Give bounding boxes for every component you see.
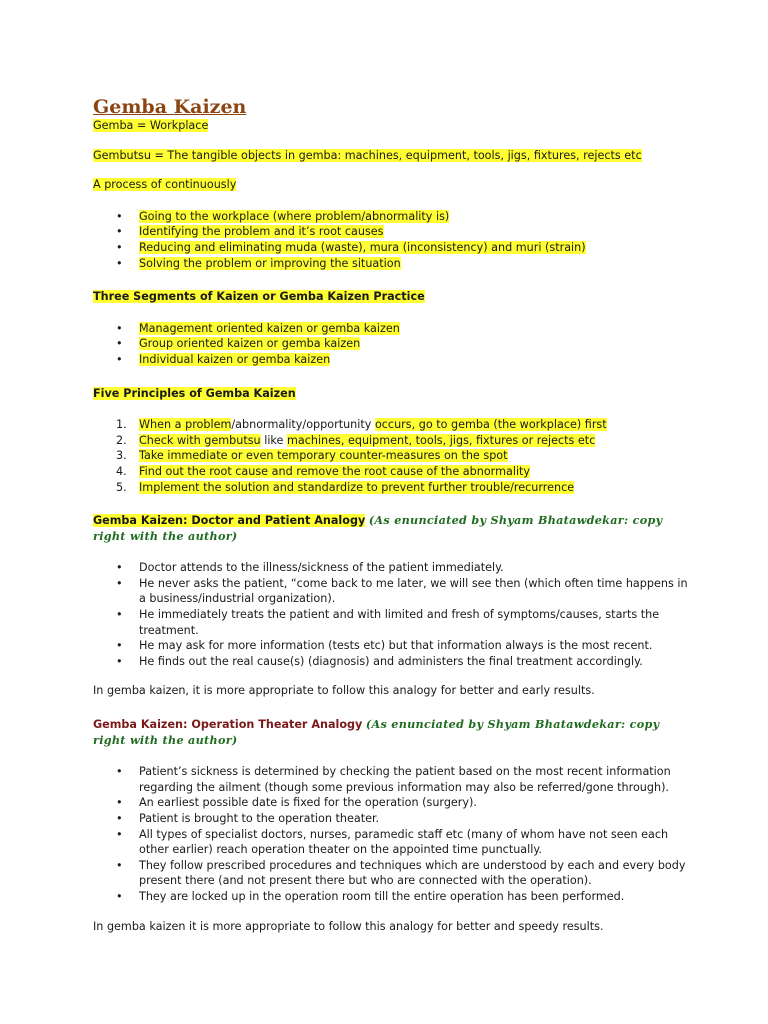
list-item: • He may ask for more information (tests etc) but that information always is the most recent. [93,638,693,654]
gembutsu-definition: Gembutsu = The tangible objects in gemba: machines, equipment, tools, jigs, fixtures, rejects etc [93,148,642,162]
list-item: • Patient is brought to the operation theater. [93,811,693,827]
list-item: 1. When a problem/abnormality/opportunity occurs, go to gemba (the workplace) first [116,418,607,432]
doctor-analogy-list [93,560,693,669]
theater-analogy-conclusion: In gemba kaizen it is more appropriate to follow this analogy for better and speedy results. [93,919,604,933]
list-item: 5. Implement the solution and standardize to prevent further trouble/recurrence [116,480,575,494]
segments-list [93,321,693,368]
list-item: 2. Check with gembutsu like machines, equipment, tools, jigs, fixtures or rejects etc [116,433,596,447]
principles-list [93,417,693,495]
list-item: • Doctor attends to the illness/sickness of the patient immediately. [93,560,693,576]
list-item: • He never asks the patient, “come back to me later, we will see then (which often time happens in a business/industrial organization). [93,576,693,607]
list-item: 3. Take immediate or even temporary counter-measures on the spot [116,449,508,463]
doctor-analogy-credit: (As enunciated by Shyam Bhatawdekar: copy right with the author) [93,513,663,543]
list-item: • Individual kaizen or gemba kaizen [93,352,693,368]
process-list [93,209,693,271]
list-item: • Management oriented kaizen or gemba kaizen [93,321,693,337]
theater-analogy-list [93,764,693,904]
theater-analogy-heading: Gemba Kaizen: Operation Theater Analogy (As enunciated by Shyam Bhatawdekar: copy right with the author) [93,717,660,747]
list-item: • Identifying the problem and it’s root causes [93,224,693,240]
list-item: • Going to the workplace (where problem/abnormality is) [93,209,693,225]
segments-heading: Three Segments of Kaizen or Gemba Kaizen Practice [93,290,425,304]
process-heading: A process of continuously [93,178,237,192]
doctor-analogy-conclusion: In gemba kaizen, it is more appropriate to follow this analogy for better and early results. [93,684,595,698]
document-body [93,96,693,934]
list-item: • Patient’s sickness is determined by checking the patient based on the most recent information regarding the ailment (though some previous information may also be referred/gone through). [93,764,693,795]
theater-analogy-credit: (As enunciated by Shyam Bhatawdekar: copy right with the author) [93,717,660,747]
page-title: Gemba Kaizen [93,96,247,118]
list-item: • They follow prescribed procedures and techniques which are understood by each and every body present there (and not present there but who are connected with the operation). [93,858,693,889]
list-item: • Solving the problem or improving the situation [93,256,693,272]
list-item: • They are locked up in the operation room till the entire operation has been performed. [93,889,693,905]
list-item: • He immediately treats the patient and with limited and fresh of symptoms/causes, starts the treatment. [93,607,693,638]
list-item: • All types of specialist doctors, nurses, paramedic staff etc (many of whom have not seen each other earlier) reach operation theater on the appointed time punctually. [93,827,693,858]
gemba-definition: Gemba = Workplace [93,119,209,132]
principles-heading: Five Principles of Gemba Kaizen [93,386,296,400]
doctor-analogy-heading: Gemba Kaizen: Doctor and Patient Analogy (As enunciated by Shyam Bhatawdekar: copy right with the author) [93,513,663,543]
list-item: • An earliest possible date is fixed for the operation (surgery). [93,795,693,811]
list-item: • He finds out the real cause(s) (diagnosis) and administers the final treatment accordingly. [93,654,693,670]
list-item: • Group oriented kaizen or gemba kaizen [93,336,693,352]
list-item: • Reducing and eliminating muda (waste), mura (inconsistency) and muri (strain) [93,240,693,256]
list-item: 4. Find out the root cause and remove the root cause of the abnormality [116,464,531,478]
